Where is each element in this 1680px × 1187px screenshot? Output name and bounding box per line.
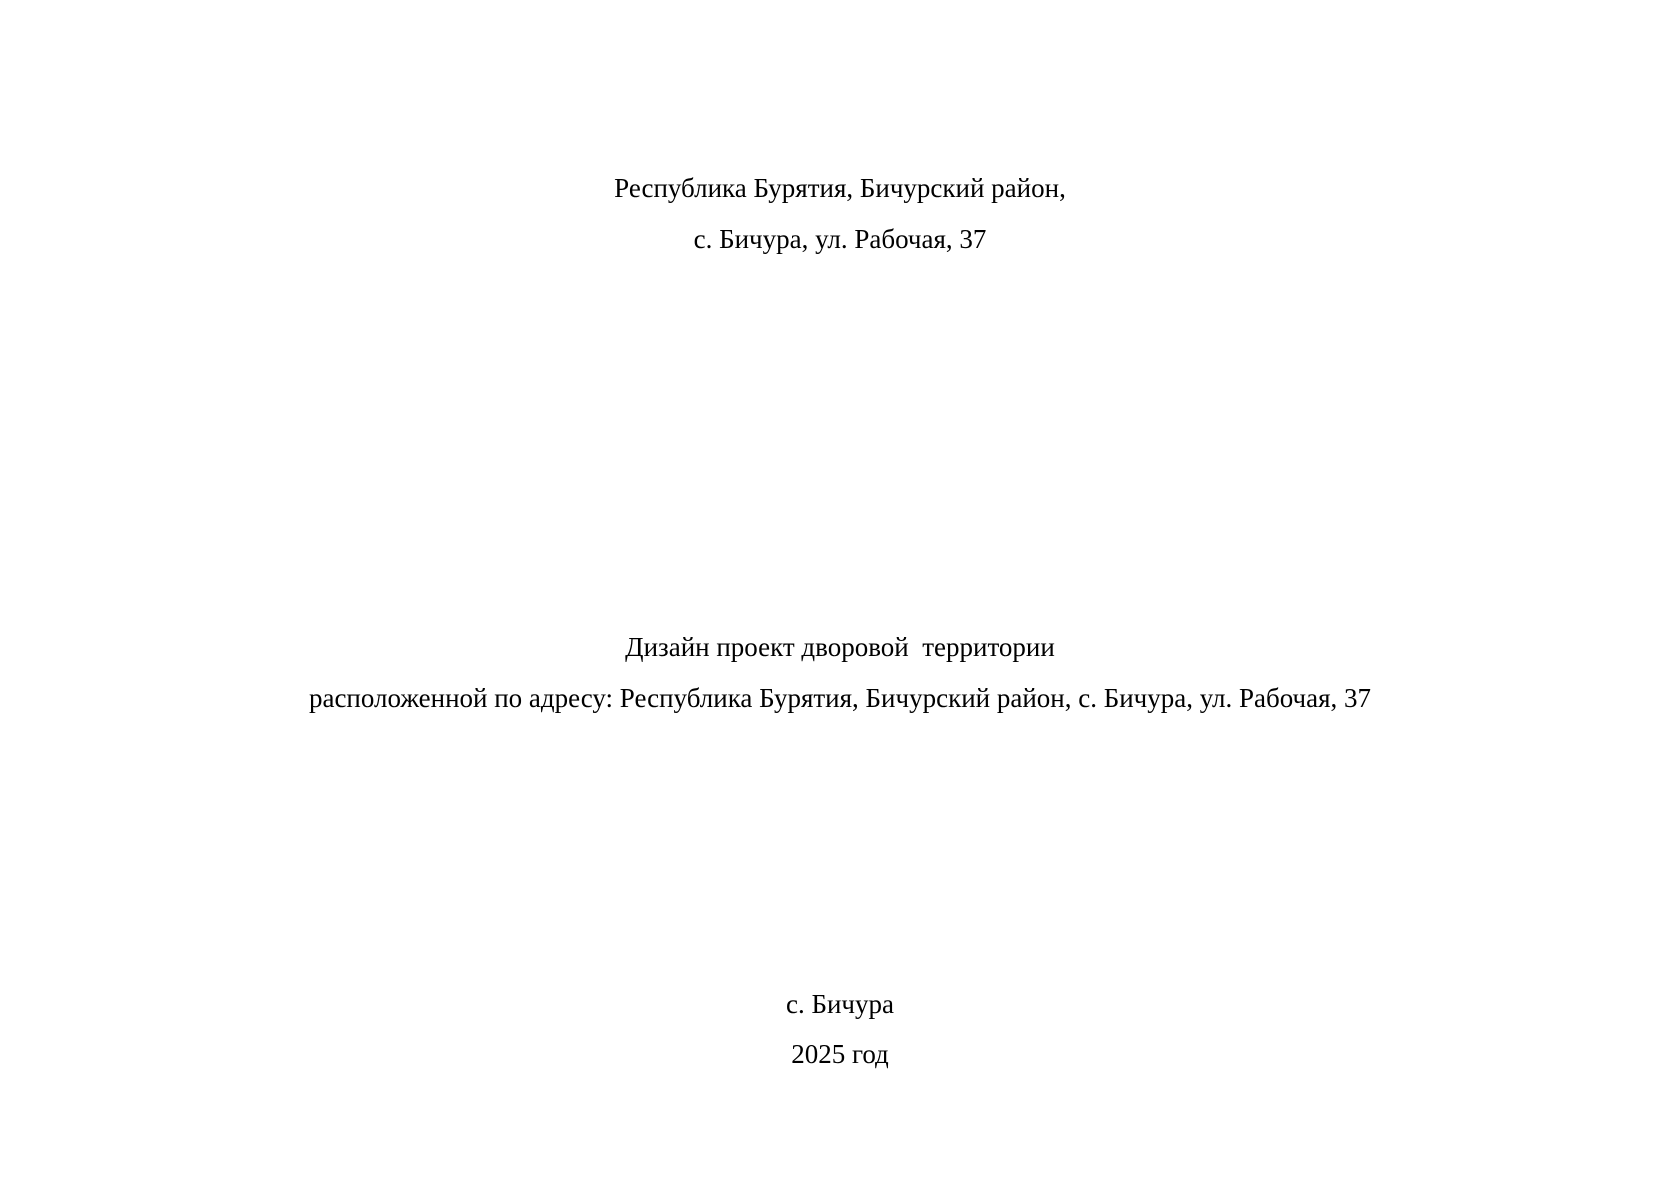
header-address-line: с. Бичура, ул. Рабочая, 37 [693,224,987,254]
footer-year: 2025 год [791,1039,889,1069]
header-region-line: Республика Бурятия, Бичурский район, [614,173,1066,203]
footer-place: с. Бичура [786,989,894,1019]
document-title: Дизайн проект дворовой территории [625,632,1055,662]
document-subtitle-address: расположенной по адресу: Республика Бурятия, Бичурский район, с. Бичура, ул. Рабочая, 37 [308,683,1372,713]
